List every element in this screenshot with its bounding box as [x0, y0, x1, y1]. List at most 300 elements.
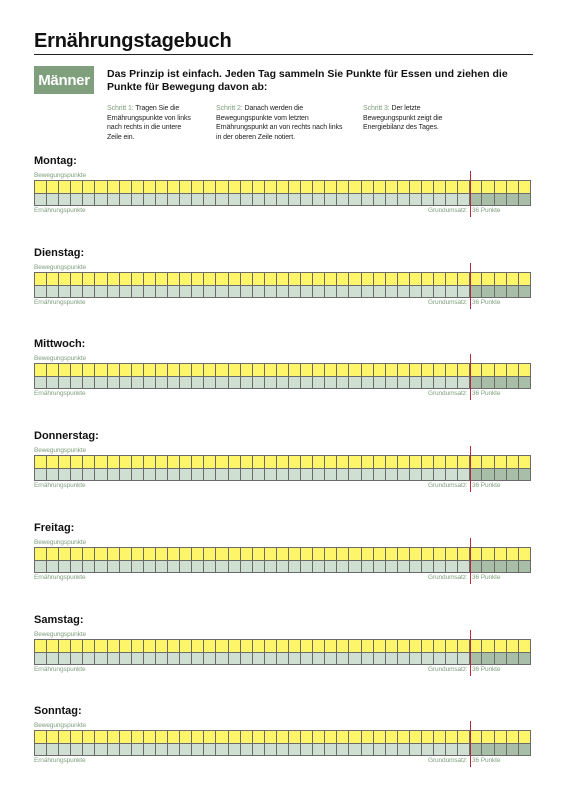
movement-cell[interactable]	[495, 730, 507, 743]
movement-cell[interactable]	[71, 180, 83, 193]
movement-cell[interactable]	[108, 363, 120, 376]
movement-cell[interactable]	[156, 272, 168, 285]
movement-cell[interactable]	[386, 455, 398, 468]
base-rate-cell[interactable]	[495, 193, 507, 206]
movement-cell[interactable]	[229, 272, 241, 285]
movement-cell[interactable]	[519, 455, 531, 468]
movement-cell[interactable]	[71, 272, 83, 285]
nutrition-cell[interactable]	[204, 285, 216, 298]
base-rate-cell[interactable]	[470, 468, 482, 481]
nutrition-cell[interactable]	[458, 285, 470, 298]
nutrition-cell[interactable]	[120, 560, 132, 573]
movement-cell[interactable]	[216, 730, 228, 743]
movement-cell[interactable]	[398, 272, 410, 285]
nutrition-cell[interactable]	[241, 285, 253, 298]
nutrition-cell[interactable]	[337, 743, 349, 756]
movement-cell[interactable]	[337, 272, 349, 285]
movement-cell[interactable]	[410, 180, 422, 193]
nutrition-cell[interactable]	[71, 285, 83, 298]
movement-cell[interactable]	[325, 455, 337, 468]
movement-cell[interactable]	[495, 455, 507, 468]
movement-cell[interactable]	[95, 639, 107, 652]
movement-cell[interactable]	[422, 363, 434, 376]
nutrition-cell[interactable]	[337, 468, 349, 481]
movement-cell[interactable]	[458, 455, 470, 468]
nutrition-cell[interactable]	[168, 193, 180, 206]
movement-cell[interactable]	[289, 363, 301, 376]
nutrition-cell[interactable]	[83, 468, 95, 481]
nutrition-cell[interactable]	[180, 743, 192, 756]
movement-cell[interactable]	[422, 730, 434, 743]
movement-cell[interactable]	[458, 180, 470, 193]
movement-cell[interactable]	[168, 455, 180, 468]
nutrition-cell[interactable]	[253, 652, 265, 665]
base-rate-cell[interactable]	[519, 285, 531, 298]
nutrition-cell[interactable]	[253, 560, 265, 573]
nutrition-cell[interactable]	[301, 743, 313, 756]
nutrition-cell[interactable]	[386, 193, 398, 206]
nutrition-cell[interactable]	[71, 560, 83, 573]
movement-cell[interactable]	[470, 455, 482, 468]
movement-cell[interactable]	[192, 639, 204, 652]
movement-cell[interactable]	[482, 455, 494, 468]
nutrition-cell[interactable]	[156, 652, 168, 665]
movement-cell[interactable]	[325, 363, 337, 376]
nutrition-cell[interactable]	[120, 193, 132, 206]
movement-cell[interactable]	[95, 272, 107, 285]
movement-cell[interactable]	[301, 547, 313, 560]
movement-cell[interactable]	[325, 180, 337, 193]
movement-cell[interactable]	[337, 639, 349, 652]
nutrition-cell[interactable]	[434, 468, 446, 481]
movement-cell[interactable]	[519, 639, 531, 652]
nutrition-cell[interactable]	[216, 285, 228, 298]
base-rate-cell[interactable]	[495, 652, 507, 665]
movement-cell[interactable]	[216, 547, 228, 560]
nutrition-cell[interactable]	[216, 376, 228, 389]
movement-cell[interactable]	[470, 639, 482, 652]
movement-cell[interactable]	[289, 272, 301, 285]
nutrition-cell[interactable]	[422, 285, 434, 298]
movement-cell[interactable]	[482, 730, 494, 743]
nutrition-cell[interactable]	[120, 285, 132, 298]
nutrition-cell[interactable]	[458, 743, 470, 756]
movement-cell[interactable]	[410, 639, 422, 652]
movement-cell[interactable]	[192, 180, 204, 193]
nutrition-cell[interactable]	[458, 376, 470, 389]
movement-cell[interactable]	[386, 547, 398, 560]
movement-cell[interactable]	[507, 547, 519, 560]
nutrition-cell[interactable]	[349, 376, 361, 389]
nutrition-cell[interactable]	[120, 468, 132, 481]
base-rate-cell[interactable]	[519, 743, 531, 756]
movement-cell[interactable]	[229, 455, 241, 468]
nutrition-cell[interactable]	[204, 468, 216, 481]
movement-cell[interactable]	[277, 272, 289, 285]
nutrition-cell[interactable]	[362, 743, 374, 756]
movement-cell[interactable]	[144, 455, 156, 468]
movement-cell[interactable]	[374, 180, 386, 193]
nutrition-cell[interactable]	[144, 285, 156, 298]
nutrition-cell[interactable]	[47, 376, 59, 389]
movement-cell[interactable]	[362, 455, 374, 468]
nutrition-cell[interactable]	[108, 743, 120, 756]
movement-cell[interactable]	[482, 363, 494, 376]
nutrition-cell[interactable]	[192, 743, 204, 756]
movement-cell[interactable]	[470, 730, 482, 743]
nutrition-cell[interactable]	[229, 193, 241, 206]
nutrition-cell[interactable]	[83, 193, 95, 206]
nutrition-cell[interactable]	[229, 468, 241, 481]
base-rate-cell[interactable]	[482, 652, 494, 665]
movement-cell[interactable]	[507, 272, 519, 285]
nutrition-cell[interactable]	[241, 376, 253, 389]
nutrition-cell[interactable]	[277, 193, 289, 206]
base-rate-cell[interactable]	[507, 285, 519, 298]
nutrition-cell[interactable]	[337, 285, 349, 298]
movement-cell[interactable]	[374, 639, 386, 652]
nutrition-cell[interactable]	[446, 193, 458, 206]
movement-cell[interactable]	[192, 455, 204, 468]
base-rate-cell[interactable]	[519, 193, 531, 206]
nutrition-cell[interactable]	[95, 193, 107, 206]
movement-cell[interactable]	[241, 639, 253, 652]
movement-cell[interactable]	[313, 730, 325, 743]
movement-cell[interactable]	[204, 272, 216, 285]
movement-cell[interactable]	[71, 363, 83, 376]
nutrition-cell[interactable]	[446, 560, 458, 573]
movement-cell[interactable]	[458, 639, 470, 652]
nutrition-cell[interactable]	[192, 652, 204, 665]
movement-cell[interactable]	[216, 639, 228, 652]
nutrition-cell[interactable]	[229, 652, 241, 665]
movement-cell[interactable]	[229, 180, 241, 193]
movement-cell[interactable]	[495, 547, 507, 560]
nutrition-cell[interactable]	[374, 652, 386, 665]
base-rate-cell[interactable]	[507, 652, 519, 665]
movement-cell[interactable]	[95, 180, 107, 193]
nutrition-cell[interactable]	[95, 743, 107, 756]
nutrition-cell[interactable]	[229, 560, 241, 573]
nutrition-cell[interactable]	[313, 652, 325, 665]
nutrition-cell[interactable]	[386, 560, 398, 573]
movement-cell[interactable]	[144, 547, 156, 560]
nutrition-cell[interactable]	[301, 285, 313, 298]
nutrition-cell[interactable]	[362, 376, 374, 389]
movement-cell[interactable]	[374, 547, 386, 560]
movement-cell[interactable]	[386, 180, 398, 193]
movement-cell[interactable]	[168, 547, 180, 560]
movement-cell[interactable]	[216, 180, 228, 193]
movement-cell[interactable]	[410, 730, 422, 743]
nutrition-cell[interactable]	[325, 560, 337, 573]
nutrition-cell[interactable]	[59, 652, 71, 665]
movement-cell[interactable]	[301, 180, 313, 193]
nutrition-cell[interactable]	[410, 652, 422, 665]
nutrition-cell[interactable]	[132, 560, 144, 573]
movement-cell[interactable]	[265, 180, 277, 193]
base-rate-cell[interactable]	[519, 468, 531, 481]
nutrition-cell[interactable]	[47, 193, 59, 206]
nutrition-cell[interactable]	[410, 468, 422, 481]
movement-cell[interactable]	[374, 455, 386, 468]
movement-cell[interactable]	[180, 639, 192, 652]
nutrition-cell[interactable]	[325, 652, 337, 665]
movement-cell[interactable]	[120, 180, 132, 193]
nutrition-cell[interactable]	[410, 743, 422, 756]
nutrition-cell[interactable]	[180, 376, 192, 389]
movement-cell[interactable]	[458, 272, 470, 285]
nutrition-cell[interactable]	[83, 743, 95, 756]
base-rate-cell[interactable]	[519, 652, 531, 665]
movement-cell[interactable]	[519, 272, 531, 285]
nutrition-cell[interactable]	[120, 376, 132, 389]
movement-cell[interactable]	[422, 639, 434, 652]
nutrition-cell[interactable]	[95, 560, 107, 573]
movement-cell[interactable]	[144, 639, 156, 652]
movement-cell[interactable]	[519, 363, 531, 376]
base-rate-cell[interactable]	[482, 468, 494, 481]
nutrition-cell[interactable]	[313, 285, 325, 298]
movement-cell[interactable]	[59, 272, 71, 285]
base-rate-cell[interactable]	[470, 376, 482, 389]
nutrition-cell[interactable]	[277, 468, 289, 481]
nutrition-cell[interactable]	[301, 193, 313, 206]
nutrition-cell[interactable]	[374, 285, 386, 298]
nutrition-cell[interactable]	[325, 468, 337, 481]
nutrition-cell[interactable]	[180, 560, 192, 573]
nutrition-cell[interactable]	[386, 468, 398, 481]
movement-cell[interactable]	[446, 730, 458, 743]
nutrition-cell[interactable]	[120, 652, 132, 665]
nutrition-cell[interactable]	[422, 468, 434, 481]
movement-cell[interactable]	[216, 363, 228, 376]
movement-cell[interactable]	[156, 363, 168, 376]
movement-cell[interactable]	[156, 180, 168, 193]
movement-cell[interactable]	[204, 363, 216, 376]
movement-cell[interactable]	[83, 730, 95, 743]
movement-cell[interactable]	[265, 547, 277, 560]
nutrition-cell[interactable]	[265, 743, 277, 756]
nutrition-cell[interactable]	[35, 193, 47, 206]
nutrition-cell[interactable]	[95, 468, 107, 481]
nutrition-cell[interactable]	[325, 285, 337, 298]
nutrition-cell[interactable]	[374, 193, 386, 206]
movement-cell[interactable]	[120, 730, 132, 743]
movement-cell[interactable]	[301, 272, 313, 285]
movement-cell[interactable]	[59, 180, 71, 193]
movement-cell[interactable]	[313, 455, 325, 468]
base-rate-cell[interactable]	[507, 376, 519, 389]
movement-cell[interactable]	[59, 455, 71, 468]
nutrition-cell[interactable]	[446, 468, 458, 481]
movement-cell[interactable]	[35, 730, 47, 743]
movement-cell[interactable]	[325, 730, 337, 743]
movement-cell[interactable]	[398, 547, 410, 560]
movement-cell[interactable]	[204, 730, 216, 743]
movement-cell[interactable]	[144, 180, 156, 193]
movement-cell[interactable]	[325, 639, 337, 652]
nutrition-cell[interactable]	[156, 560, 168, 573]
movement-cell[interactable]	[108, 180, 120, 193]
nutrition-cell[interactable]	[253, 193, 265, 206]
movement-cell[interactable]	[422, 547, 434, 560]
movement-cell[interactable]	[95, 547, 107, 560]
movement-cell[interactable]	[301, 639, 313, 652]
nutrition-cell[interactable]	[47, 285, 59, 298]
movement-cell[interactable]	[95, 363, 107, 376]
nutrition-cell[interactable]	[47, 468, 59, 481]
movement-cell[interactable]	[446, 547, 458, 560]
movement-cell[interactable]	[120, 363, 132, 376]
nutrition-cell[interactable]	[180, 285, 192, 298]
movement-cell[interactable]	[482, 639, 494, 652]
nutrition-cell[interactable]	[313, 468, 325, 481]
movement-cell[interactable]	[47, 455, 59, 468]
nutrition-cell[interactable]	[277, 560, 289, 573]
movement-cell[interactable]	[71, 639, 83, 652]
movement-cell[interactable]	[59, 547, 71, 560]
movement-cell[interactable]	[398, 180, 410, 193]
movement-cell[interactable]	[289, 455, 301, 468]
movement-cell[interactable]	[422, 272, 434, 285]
movement-cell[interactable]	[519, 180, 531, 193]
nutrition-cell[interactable]	[59, 743, 71, 756]
nutrition-cell[interactable]	[265, 560, 277, 573]
nutrition-cell[interactable]	[446, 285, 458, 298]
nutrition-cell[interactable]	[374, 376, 386, 389]
nutrition-cell[interactable]	[325, 376, 337, 389]
movement-cell[interactable]	[386, 639, 398, 652]
nutrition-cell[interactable]	[156, 193, 168, 206]
base-rate-cell[interactable]	[495, 560, 507, 573]
nutrition-cell[interactable]	[108, 193, 120, 206]
movement-cell[interactable]	[156, 547, 168, 560]
movement-cell[interactable]	[446, 180, 458, 193]
movement-cell[interactable]	[470, 547, 482, 560]
movement-cell[interactable]	[144, 363, 156, 376]
nutrition-cell[interactable]	[83, 560, 95, 573]
movement-cell[interactable]	[507, 363, 519, 376]
movement-cell[interactable]	[71, 730, 83, 743]
movement-cell[interactable]	[241, 180, 253, 193]
movement-cell[interactable]	[422, 455, 434, 468]
movement-cell[interactable]	[156, 639, 168, 652]
nutrition-cell[interactable]	[313, 376, 325, 389]
movement-cell[interactable]	[519, 547, 531, 560]
movement-cell[interactable]	[277, 639, 289, 652]
nutrition-cell[interactable]	[204, 560, 216, 573]
nutrition-cell[interactable]	[349, 468, 361, 481]
movement-cell[interactable]	[265, 272, 277, 285]
nutrition-cell[interactable]	[434, 376, 446, 389]
movement-cell[interactable]	[253, 363, 265, 376]
nutrition-cell[interactable]	[241, 193, 253, 206]
movement-cell[interactable]	[120, 639, 132, 652]
movement-cell[interactable]	[229, 363, 241, 376]
movement-cell[interactable]	[265, 639, 277, 652]
movement-cell[interactable]	[349, 639, 361, 652]
nutrition-cell[interactable]	[59, 193, 71, 206]
nutrition-cell[interactable]	[156, 743, 168, 756]
movement-cell[interactable]	[349, 730, 361, 743]
nutrition-cell[interactable]	[253, 743, 265, 756]
movement-cell[interactable]	[446, 639, 458, 652]
movement-cell[interactable]	[289, 180, 301, 193]
nutrition-cell[interactable]	[144, 193, 156, 206]
movement-cell[interactable]	[35, 363, 47, 376]
nutrition-cell[interactable]	[241, 468, 253, 481]
nutrition-cell[interactable]	[204, 193, 216, 206]
nutrition-cell[interactable]	[289, 376, 301, 389]
movement-cell[interactable]	[180, 547, 192, 560]
movement-cell[interactable]	[374, 272, 386, 285]
movement-cell[interactable]	[277, 455, 289, 468]
nutrition-cell[interactable]	[410, 376, 422, 389]
movement-cell[interactable]	[120, 547, 132, 560]
movement-cell[interactable]	[446, 455, 458, 468]
nutrition-cell[interactable]	[120, 743, 132, 756]
movement-cell[interactable]	[59, 730, 71, 743]
movement-cell[interactable]	[156, 455, 168, 468]
movement-cell[interactable]	[47, 272, 59, 285]
movement-cell[interactable]	[241, 363, 253, 376]
nutrition-cell[interactable]	[192, 468, 204, 481]
nutrition-cell[interactable]	[458, 652, 470, 665]
movement-cell[interactable]	[253, 547, 265, 560]
nutrition-cell[interactable]	[301, 376, 313, 389]
movement-cell[interactable]	[313, 363, 325, 376]
movement-cell[interactable]	[458, 547, 470, 560]
movement-cell[interactable]	[337, 455, 349, 468]
movement-cell[interactable]	[470, 180, 482, 193]
movement-cell[interactable]	[108, 272, 120, 285]
nutrition-cell[interactable]	[95, 652, 107, 665]
base-rate-cell[interactable]	[519, 376, 531, 389]
nutrition-cell[interactable]	[398, 652, 410, 665]
nutrition-cell[interactable]	[458, 193, 470, 206]
movement-cell[interactable]	[132, 639, 144, 652]
movement-cell[interactable]	[265, 730, 277, 743]
nutrition-cell[interactable]	[398, 560, 410, 573]
movement-cell[interactable]	[35, 455, 47, 468]
movement-cell[interactable]	[241, 547, 253, 560]
movement-cell[interactable]	[458, 363, 470, 376]
movement-cell[interactable]	[337, 547, 349, 560]
movement-cell[interactable]	[108, 547, 120, 560]
nutrition-cell[interactable]	[301, 652, 313, 665]
nutrition-cell[interactable]	[108, 560, 120, 573]
movement-cell[interactable]	[337, 180, 349, 193]
nutrition-cell[interactable]	[362, 560, 374, 573]
movement-cell[interactable]	[507, 730, 519, 743]
movement-cell[interactable]	[120, 272, 132, 285]
nutrition-cell[interactable]	[35, 652, 47, 665]
base-rate-cell[interactable]	[482, 193, 494, 206]
nutrition-cell[interactable]	[362, 285, 374, 298]
nutrition-cell[interactable]	[204, 652, 216, 665]
nutrition-cell[interactable]	[398, 285, 410, 298]
base-rate-cell[interactable]	[507, 560, 519, 573]
movement-cell[interactable]	[386, 272, 398, 285]
nutrition-cell[interactable]	[71, 193, 83, 206]
movement-cell[interactable]	[168, 363, 180, 376]
nutrition-cell[interactable]	[241, 560, 253, 573]
movement-cell[interactable]	[434, 272, 446, 285]
nutrition-cell[interactable]	[204, 743, 216, 756]
nutrition-cell[interactable]	[180, 193, 192, 206]
nutrition-cell[interactable]	[362, 652, 374, 665]
